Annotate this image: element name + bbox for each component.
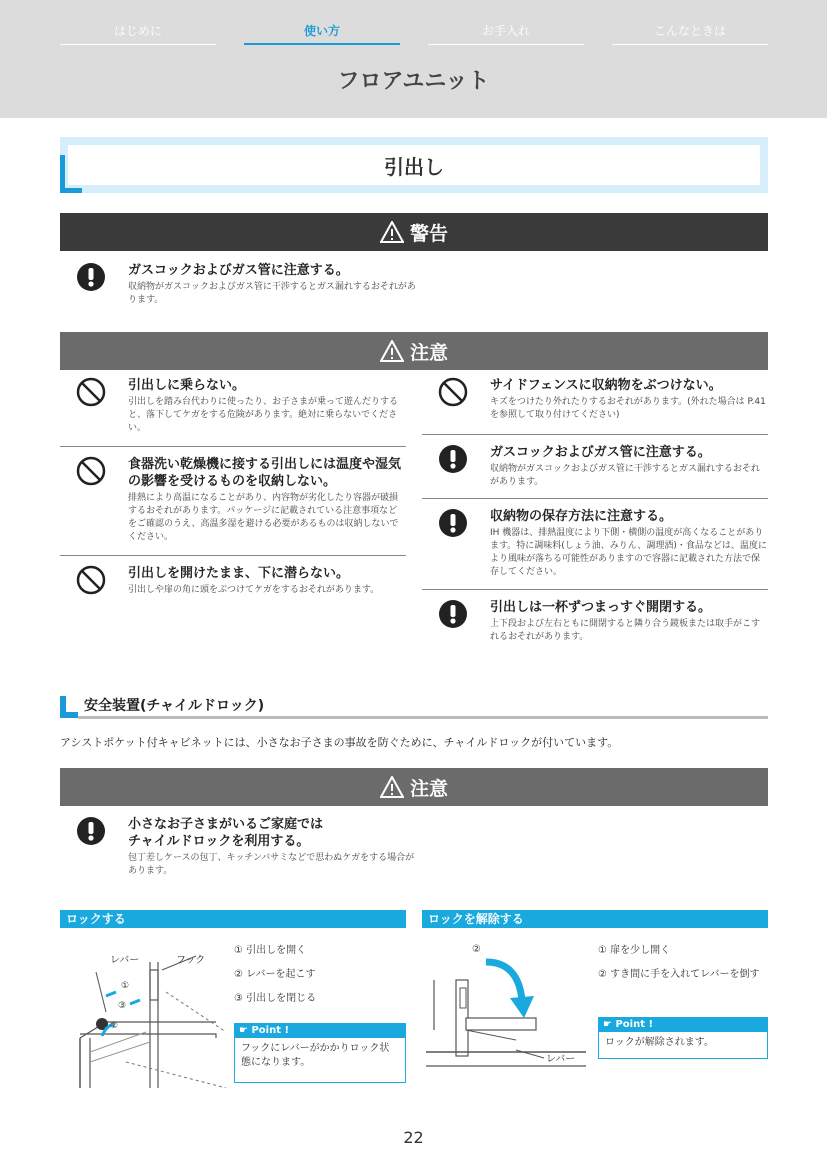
prohibited-icon — [438, 377, 468, 407]
tab-troubleshoot[interactable]: こんなときは — [612, 22, 768, 45]
caution-label: 注意 — [409, 341, 448, 364]
caution-item — [76, 565, 406, 615]
lever-label: レバー — [110, 955, 140, 966]
page-header — [0, 0, 827, 118]
warning-item — [76, 262, 416, 312]
lock-point-box — [234, 1023, 406, 1083]
point-label: Point ! — [251, 1025, 290, 1036]
step: ① 扉を少し開く — [598, 945, 671, 956]
caution-item — [76, 816, 416, 880]
unlock-steps — [598, 944, 768, 992]
item-title: 引出しに乗らない。 — [128, 378, 246, 393]
caution-bar — [60, 768, 768, 806]
mandatory-icon — [76, 262, 106, 292]
heading-underline — [78, 716, 768, 719]
lever-label: レバー — [546, 1054, 576, 1065]
unlock-point-box — [598, 1017, 768, 1059]
svg-text:③: ③ — [118, 1001, 127, 1011]
caution-item — [438, 508, 768, 584]
warning-triangle-icon — [380, 340, 404, 362]
warning-triangle-icon — [380, 221, 404, 243]
lock-panel-title: ロックする — [60, 910, 406, 928]
warning-bar — [60, 213, 768, 251]
step: ② すき間に手を入れてレバーを倒す — [598, 969, 760, 980]
item-title: ガスコックおよびガス管に注意する。 — [490, 445, 711, 460]
item-desc: 引出しを踏み台代わりに使ったり、お子さまが乗って遊んだりすると、落下してケガをする危険があります。絶対に乗らないでください。 — [128, 397, 399, 433]
svg-text:①: ① — [121, 981, 130, 991]
svg-text:②: ② — [110, 1021, 119, 1031]
item-title: 収納物の保存方法に注意する。 — [490, 509, 673, 524]
heading-accent — [60, 712, 78, 718]
caution-item — [76, 377, 406, 439]
banner-accent — [60, 188, 82, 193]
item-title: ガスコックおよびガス管に注意する。 — [128, 263, 349, 278]
hook-label: フック — [176, 955, 206, 966]
divider — [60, 446, 406, 447]
tab-care[interactable]: お手入れ — [428, 22, 584, 45]
caution-item — [438, 444, 768, 494]
mandatory-icon — [438, 508, 468, 538]
mandatory-icon — [438, 444, 468, 474]
divider — [60, 555, 406, 556]
caution-item — [438, 377, 768, 429]
mandatory-icon — [76, 816, 106, 846]
pointing-hand-icon: ☛ — [603, 1019, 616, 1030]
item-title: 引出しは一杯ずつまっすぐ開閉する。 — [490, 600, 712, 615]
point-text: ロックが解除されます。 — [605, 1037, 714, 1048]
item-desc: 収納物がガスコックおよびガス管に干渉するとガス漏れするおそれがあります。 — [490, 464, 760, 487]
item-title: サイドフェンスに収納物をぶつけない。 — [490, 378, 722, 393]
point-label: Point ! — [615, 1019, 654, 1030]
subsection-title: 安全装置(チャイルドロック) — [84, 698, 265, 714]
prohibited-icon — [76, 456, 106, 486]
item-title: 小さなお子さまがいるご家庭では — [128, 817, 324, 832]
subsection-heading — [60, 692, 768, 720]
item-title: チャイルドロックを利用する。 — [128, 834, 310, 849]
item-desc: 包丁差しケースの包丁、キッチンバサミなどで思わぬケガをする場合があります。 — [128, 853, 415, 876]
mandatory-icon — [438, 599, 468, 629]
point-text: フックにレバーがかかりロック状態になります。 — [241, 1043, 390, 1068]
prohibited-icon — [76, 377, 106, 407]
divider — [422, 589, 768, 590]
item-desc: 収納物がガスコックおよびガス管に干渉するとガス漏れするおそれがあります。 — [128, 282, 416, 305]
warning-triangle-icon — [380, 776, 404, 798]
page-title: フロアユニット — [337, 69, 490, 94]
step: ② レバーを起こす — [234, 969, 316, 980]
lead-text: アシストポケット付キャビネットには、小さなお子さまの事故を防ぐために、チャイルドロックが付いています。 — [60, 736, 619, 749]
item-title: 引出しを開けたまま、下に潜らない。 — [128, 566, 350, 581]
warning-label: 警告 — [409, 222, 448, 245]
pointing-hand-icon: ☛ — [239, 1025, 252, 1036]
item-title: 食器洗い乾燥機に接する引出しには温度や湿気の影響を受けるものを収納しない。 — [128, 457, 402, 489]
section-title: 引出し — [68, 145, 760, 185]
item-desc: キズをつけたり外れたりするおそれがあります。(外れた場合は P.41 を参照して取り付けてください) — [490, 397, 766, 420]
section-banner — [60, 137, 768, 193]
caution-bar — [60, 332, 768, 370]
tab-intro[interactable]: はじめに — [60, 22, 216, 45]
prohibited-icon — [76, 565, 106, 595]
divider — [422, 434, 768, 435]
item-desc: 引出しや扉の角に頭をぶつけてケガをするおそれがあります。 — [128, 585, 380, 595]
step: ① 引出しを開く — [234, 945, 307, 956]
item-desc: IH 機器は、排熱温度により下側・横側の温度が高くなることがあります。特に調味料(しょう油、みりん、調理酒)・食品などは、温度により風味が落ちる可能性がありますので容器に記載された方法で保存してください。 — [490, 528, 767, 577]
caution-item — [76, 456, 406, 548]
unlock-panel-title: ロックを解除する — [422, 910, 768, 928]
tab-usage[interactable]: 使い方 — [244, 22, 400, 45]
chapter-tabs — [60, 22, 768, 45]
page-number: 22 — [403, 1128, 424, 1147]
divider — [422, 498, 768, 499]
lock-steps — [234, 944, 406, 1016]
step: ③ 引出しを閉じる — [234, 993, 317, 1004]
caution-item — [438, 599, 768, 649]
item-desc: 上下段および左右ともに開閉すると隣り合う鏡板または取手がこすれるおそれがあります。 — [490, 619, 761, 642]
caution-label: 注意 — [409, 777, 448, 800]
svg-text:②: ② — [472, 944, 481, 955]
item-desc: 排熱により高温になることがあり、内容物が劣化したり容器が破損するおそれがあります。パッケージに記載されている注意事項などをご確認のうえ、高温多湿を避ける必要があるものは収納しないでください。 — [128, 493, 399, 542]
